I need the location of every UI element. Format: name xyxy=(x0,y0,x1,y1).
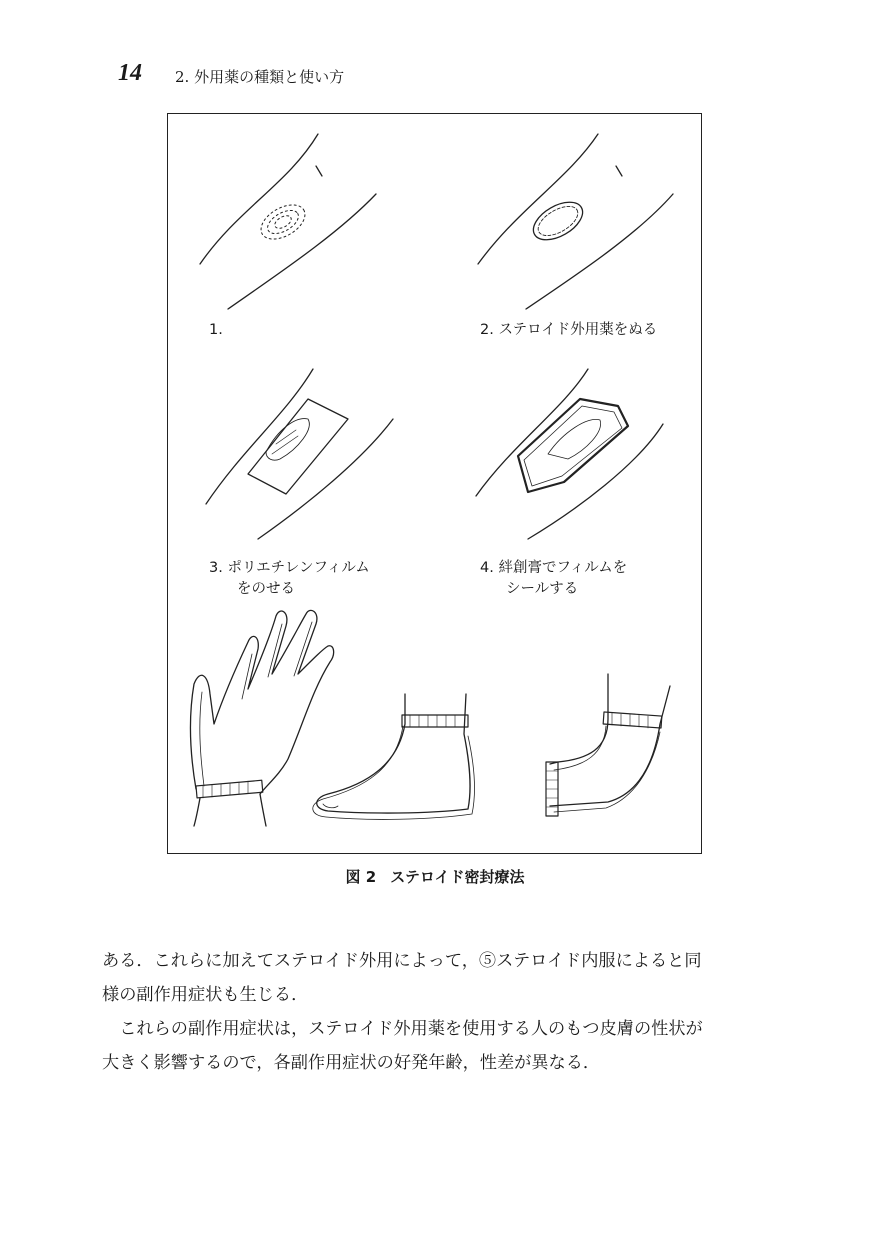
elbow-with-cover xyxy=(546,674,670,816)
step-4-line-1: 4. 絆創膏でフィルムを xyxy=(480,560,628,576)
figure-caption-number: 図 2 xyxy=(345,868,377,886)
paragraph-2-line-1: これらの副作用症状は，ステロイド外用薬を使用する人のもつ皮膚の性状が xyxy=(119,1019,703,1039)
figure-caption-title: ステロイド密封療法 xyxy=(390,868,525,886)
figure-frame xyxy=(167,113,702,854)
figure-caption xyxy=(0,866,870,887)
step-3-line-1: 3. ポリエチレンフィルム xyxy=(209,560,370,576)
running-head: 2. 外用薬の種類と使い方 xyxy=(175,68,345,86)
step-4-line-2: シールする xyxy=(506,581,579,597)
paragraph-1-line-1: ある．これらに加えてステロイド外用によって，⑤ステロイド内服によると同 xyxy=(102,951,702,971)
step-1-label: 1. xyxy=(209,322,223,338)
step-2-label: 2. ステロイド外用薬をぬる xyxy=(480,322,658,338)
step-3-line-2: をのせる xyxy=(237,581,295,597)
paragraph-2-line-2: 大きく影響するので，各副作用症状の好発年齢，性差が異なる． xyxy=(102,1053,601,1073)
body-text xyxy=(102,944,774,1080)
panel-2-arm-with-ointment xyxy=(478,134,673,309)
glove-on-hand xyxy=(190,610,333,826)
panel-4-arm-with-sealed-film xyxy=(476,369,663,539)
step-3-label xyxy=(209,558,370,600)
panel-3-arm-with-film xyxy=(206,369,393,539)
page-number: 14 xyxy=(118,60,142,86)
figure-illustration xyxy=(168,114,703,855)
foot-with-cover xyxy=(313,694,475,819)
paragraph-1-line-2: 様の副作用症状も生じる． xyxy=(102,985,309,1005)
panel-1-arm-with-rash xyxy=(200,134,376,309)
step-4-label xyxy=(480,558,627,600)
